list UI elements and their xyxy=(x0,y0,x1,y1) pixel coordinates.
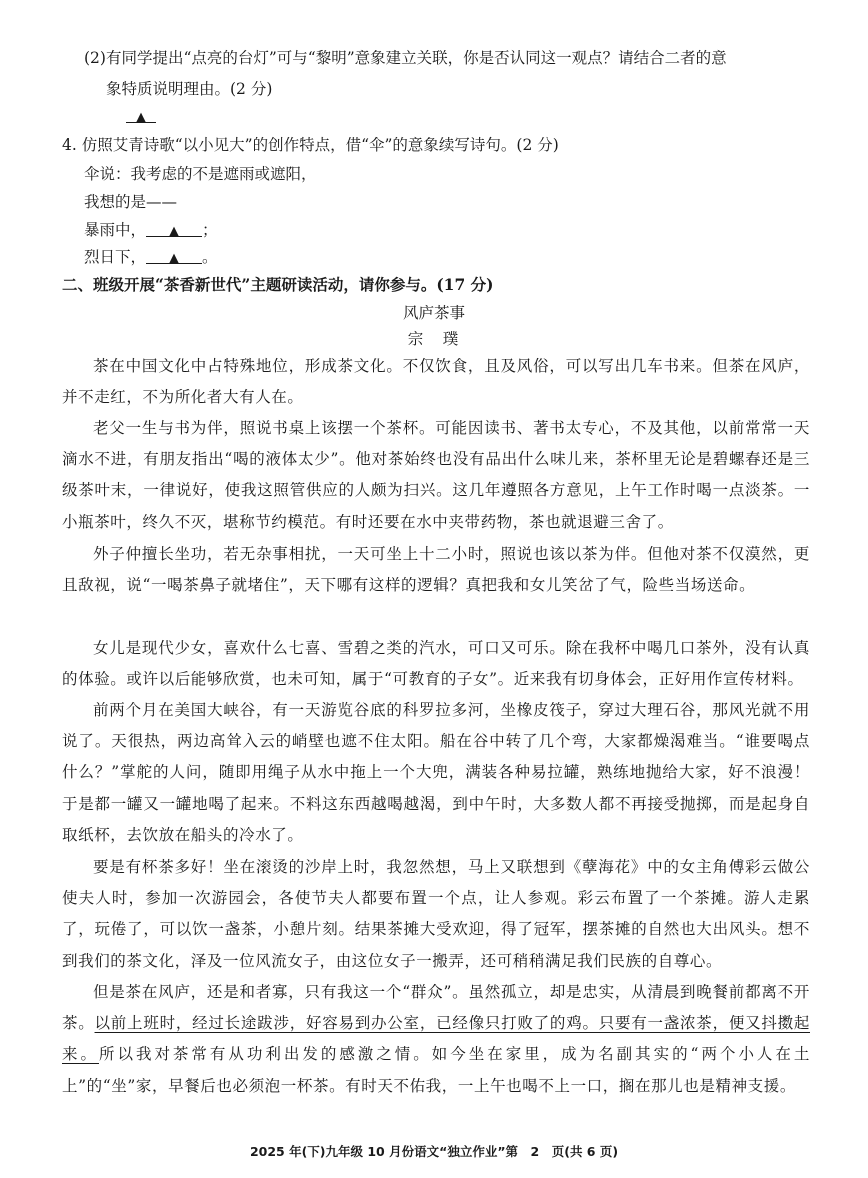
paragraph-7-part-3: 所以我对茶常有从功利出发的感激之情。如今坐在家里，成为名副其实的“两个小人在土上”的“坐”家，早餐后也必须泡一杯茶。有时天不佑我，一上午也喝不上一口，搁在那儿也是精神支援。 xyxy=(62,1045,811,1095)
question-3-2-line-1: (2)有同学提出“点亮的台灯”可与“黎明”意象建立关联，你是否认同这一观点？请结合二者的意 xyxy=(84,49,727,67)
answer-triangle-icon: ▲ xyxy=(169,251,180,266)
question-3-2-line-2: 象特质说明理由。(2 分) xyxy=(106,80,273,98)
article-paragraph-6: 要是有杯茶多好！坐在滚烫的沙岸上时，我忽然想，马上又联想到《孽海花》中的女主角傅彩云做公使夫人时，参加一次游园会，各使节夫人都要布置一个点，让人参观。彩云布置了一个茶摊。游人走累了，玩倦了，可以饮一盏茶，小憩片刻。结果茶摊大受欢迎，得了冠军，摆茶摊的自然也大出风头。想不到我们的茶文化，泽及一位风流女子，由这位女子一搬弄，还可稍稍满足我们民族的自尊心。 xyxy=(62,858,810,970)
section-2-heading: 二、班级开展“茶香新世代”主题研读活动，请你参与。(17 分) xyxy=(62,275,494,294)
article-paragraph-3: 外子仲擅长坐功，若无杂事相扰，一天可坐上十二小时，照说也该以茶为伴。但他对茶不仅漠然，更且敌视，说“一喝茶鼻子就堵住”，天下哪有这样的逻辑？真把我和女儿笑岔了气，险些当场送命。 xyxy=(62,545,810,595)
poem-line-4-blank xyxy=(146,245,202,264)
article-title: 风庐茶事 xyxy=(402,304,465,322)
article-paragraph-5: 前两个月在美国大峡谷，有一天游览谷底的科罗拉多河，坐橡皮筏子，穿过大理石谷，那风光就不用说了。天很热，两边高耸入云的峭壁也遮不住太阳。船在谷中转了几个弯，大家都燥渴难当。“谁要喝点什么？”掌舵的人问，随即用绳子从水中拖上一个大兜，满装各种易拉罐，熟练地抛给大家，好不浪漫！于是都一罐又一罐地喝了起来。不料这东西越喝越渴，到中午时，大多数人都不再接受抛掷，而是起身自取纸杯，去饮放在船头的冷水了。 xyxy=(62,701,810,844)
poem-line-3 xyxy=(84,218,218,242)
article-paragraph-7 xyxy=(62,977,810,1102)
article-paragraph-2: 老父一生与书为伴，照说书桌上该摆一个茶杯。可能因读书、著书太专心，不及其他，以前常常一天滴水不进，有朋友指出“喝的液体太少”。他对茶始终也没有品出什么味儿来，茶杯里无论是碧螺春还是三级茶叶末，一律说好，使我这照管供应的人颇为扫兴。这几年遵照各方意见，上午工作时喝一点淡茶。一小瓶茶叶，终久不灭，堪称节约模范。有时还要在水中夹带药物，茶也就退避三舍了。 xyxy=(62,419,810,531)
poem-line-3-suffix: ； xyxy=(202,221,218,239)
poem-line-4-suffix: 。 xyxy=(202,248,218,266)
paragraph-7-part-1: 但是茶在风庐，还是和者寡，只有我这一个“群众”。虽然孤立，却是忠实，从清晨到晚餐前都离不开茶。 xyxy=(62,983,810,1033)
poem-line-1: 伞说：我考虑的不是遮雨或遮阳， xyxy=(84,165,317,183)
article-paragraph-1: 茶在中国文化中占特殊地位，形成茶文化。不仅饮食，且及风俗，可以写出几车书来。但茶在风庐，并不走红，不为所化者大有人在。 xyxy=(62,357,810,407)
answer-area-triangle xyxy=(126,104,156,128)
answer-triangle-icon: ▲ xyxy=(136,110,146,125)
poem-line-4-prefix: 烈日下， xyxy=(84,248,147,266)
poem-line-4 xyxy=(84,245,218,269)
article-author: 宗 璞 xyxy=(407,330,461,348)
page-footer: 2025 年(下)九年级 10 月份语文“独立作业”第 2 页(共 6 页) xyxy=(249,1144,619,1159)
poem-line-2: 我想的是—— xyxy=(84,193,178,211)
question-4-prompt: 4. 仿照艾青诗歌“以小见大”的创作特点，借“伞”的意象续写诗句。(2 分) xyxy=(62,136,559,154)
underlined-sentence: 以前上班时，经过长途跋涉，好容易到办公室，已经像只打败了的鸡。只要有一盏浓茶，便又抖擞起来。 xyxy=(62,1014,810,1064)
article-paragraph-4: 女儿是现代少女，喜欢什么七喜、雪碧之类的汽水，可口又可乐。除在我杯中喝几口茶外，没有认真的体验。或许以后能够欣赏，也未可知，属于“可教育的子女”。近来我有切身体会，正好用作宣传材料。 xyxy=(62,639,810,689)
answer-triangle-icon: ▲ xyxy=(169,224,180,239)
poem-line-3-prefix: 暴雨中， xyxy=(84,221,147,239)
poem-line-3-blank xyxy=(146,218,202,237)
